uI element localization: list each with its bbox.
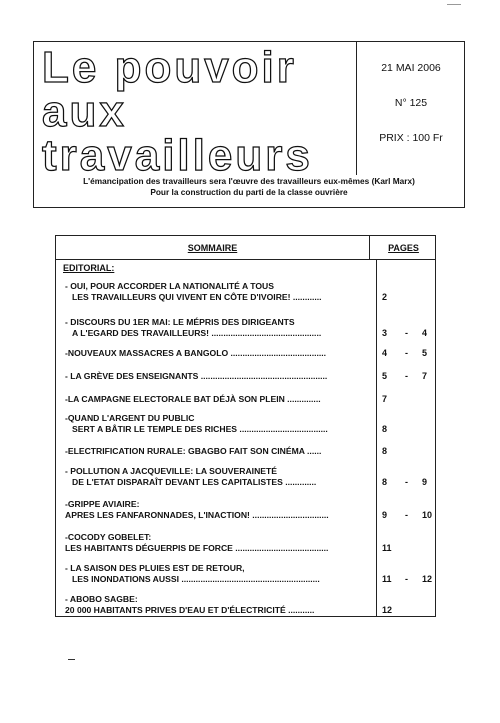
entry-line-1: -ELECTRIFICATION RURALE: GBAGBO FAIT SON CINÉMA ...... (65, 446, 322, 456)
entry-page-dash: - (405, 477, 408, 487)
toc-entry[interactable] (56, 371, 437, 382)
entry-page-start: 11 (382, 574, 392, 584)
entry-page-start: 12 (382, 605, 393, 615)
masthead-motto: L'émancipation des travailleurs sera l'œuvre des travailleurs eux-mêmes (Karl Marx) (83, 176, 415, 186)
entry-line-2: SERT A BÂTIR LE TEMPLE DES RICHES ..................................... (72, 424, 328, 434)
entry-page-end: 12 (422, 574, 433, 584)
toc-entry[interactable] (56, 317, 437, 339)
toc-entry[interactable] (56, 499, 437, 521)
entry-page-dash: - (405, 510, 408, 520)
title-line-2: aux (42, 87, 127, 136)
entry-line-2: APRES LES FANFARONNADES, L'INACTION! ................................ (65, 510, 329, 520)
entry-line-2: LES INONDATIONS AUSSI .......................................................... (72, 574, 320, 584)
toc-entry[interactable] (56, 594, 437, 616)
entry-line-1: - DISCOURS DU 1ER MAI: LE MÉPRIS DES DIRIGEANTS (65, 317, 295, 327)
entry-line-1: -GRIPPE AVIAIRE: (65, 499, 140, 509)
entry-page-start: 8 (382, 446, 388, 456)
entry-page-dash: - (405, 574, 408, 584)
entry-page-start: 4 (382, 348, 388, 358)
entry-line-1: -QUAND L'ARGENT DU PUBLIC (65, 413, 195, 423)
toc-entry[interactable] (56, 446, 437, 457)
issue-price: PRIX : 100 Fr (379, 132, 443, 144)
entry-line-2: 20 000 HABITANTS PRIVES D'EAU ET D'ÉLECTRICITÉ ........... (65, 605, 315, 615)
scan-corner-mark (447, 4, 461, 5)
toc-entry[interactable] (56, 281, 437, 303)
editorial-label: EDITORIAL: (63, 263, 115, 273)
entry-page-dash: - (405, 348, 408, 358)
entry-line-2: LES TRAVAILLEURS QUI VIVENT EN CÔTE D'IVOIRE! ............ (72, 292, 322, 302)
toc-entry[interactable] (56, 466, 437, 488)
entry-page-start: 8 (382, 477, 388, 487)
entry-page-start: 11 (382, 543, 392, 553)
entry-line-2: LES HABITANTS DÉGUERPIS DE FORCE ....................................... (65, 543, 329, 553)
entry-line-1: - POLLUTION A JACQUEVILLE: LA SOUVERAINETÉ (65, 466, 277, 476)
entry-page-dash: - (405, 371, 408, 381)
entry-line-1: - LA SAISON DES PLUIES EST DE RETOUR, (65, 563, 245, 573)
toc-entry[interactable] (56, 563, 437, 585)
entry-line-1: -LA CAMPAGNE ELECTORALE BAT DÉJÀ SON PLEIN .............. (65, 394, 321, 404)
toc-entry[interactable] (56, 394, 437, 405)
entry-page-start: 5 (382, 371, 388, 381)
entry-line-1: -NOUVEAUX MASSACRES A BANGOLO ........................................ (65, 348, 327, 358)
toc-entry[interactable] (56, 532, 437, 554)
entry-page-end: 4 (422, 328, 428, 338)
entry-page-end: 9 (422, 477, 428, 487)
entry-page-dash: - (405, 328, 408, 338)
entry-line-1: - LA GRÈVE DES ENSEIGNANTS ..................................................... (65, 371, 328, 381)
entry-page-end: 5 (422, 348, 428, 358)
header-rule (56, 259, 435, 260)
issue-number: N° 125 (394, 97, 428, 109)
entry-line-1: -COCODY GOBELET: (65, 532, 152, 542)
toc-entry[interactable] (56, 348, 437, 359)
masthead-tagline: Pour la construction du parti de la classe ouvrière (150, 187, 348, 197)
newspaper-title (40, 44, 356, 176)
entry-page-start: 2 (382, 292, 388, 302)
entry-line-1: - OUI, POUR ACCORDER LA NATIONALITÉ A TOUS (65, 281, 274, 291)
issue-date: 21 MAI 2006 (381, 62, 441, 74)
page-mark (68, 659, 75, 660)
entry-line-1: - ABOBO SAGBE: (65, 594, 138, 604)
entry-page-start: 3 (382, 328, 388, 338)
masthead (33, 41, 465, 208)
entry-page-end: 7 (422, 371, 428, 381)
entry-line-2: DE L'ETAT DISPARAÎT DEVANT LES CAPITALISTES ............. (72, 477, 317, 487)
sommaire-heading: SOMMAIRE (187, 243, 238, 253)
title-line-3: travailleurs (42, 131, 313, 176)
entry-line-2: A L'EGARD DES TRAVAILLEURS! .............................................. (72, 328, 322, 338)
title-line-1: Le pouvoir (42, 44, 297, 92)
entry-page-end: 10 (422, 510, 433, 520)
entry-page-start: 7 (382, 394, 388, 404)
table-of-contents (55, 235, 436, 617)
pages-heading: PAGES (388, 243, 419, 253)
toc-entry[interactable] (56, 413, 437, 435)
entry-page-start: 8 (382, 424, 388, 434)
entry-page-start: 9 (382, 510, 388, 520)
